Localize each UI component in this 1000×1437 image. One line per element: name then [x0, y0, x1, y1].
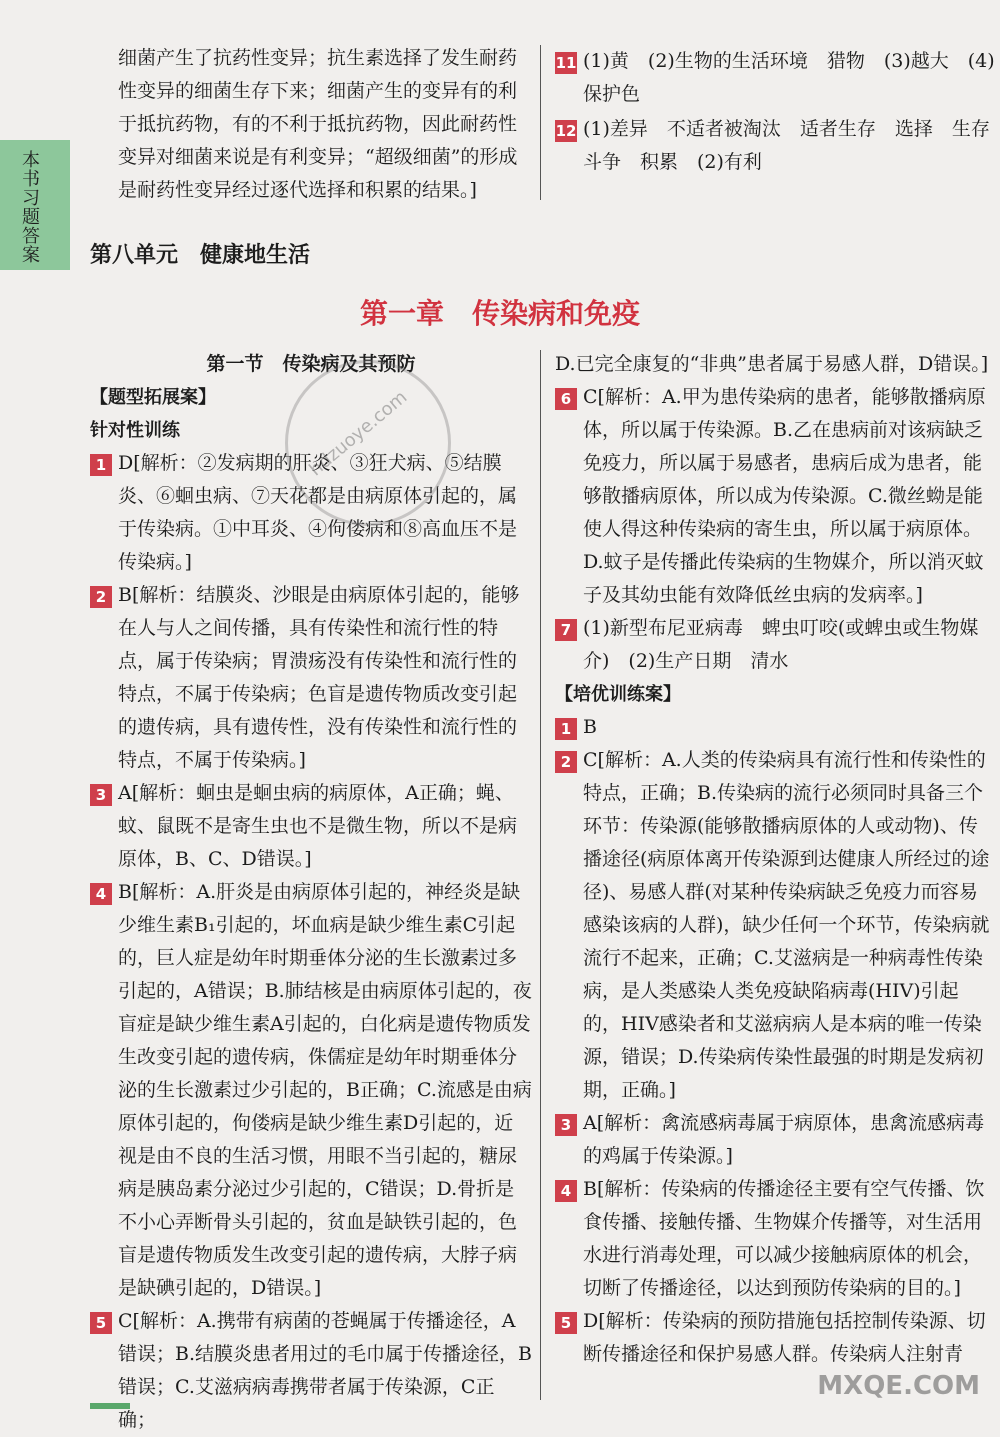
top-left-text: 细菌产生了抗药性变异；抗生素选择了发生耐药性变异的细菌生存下来；细菌产生的变异有的利于抵抗药物，有的不利于抵抗药物，因此耐药性变异对细菌来说是有利变异；“超级细菌”的形成是耐药性变异经过逐代选择和积累的结果。] [118, 47, 518, 201]
answer-text: D[解析：②发病期的肝炎、③狂犬病、⑤结膜炎、⑥蛔虫病、⑦天花都是由病原体引起的，属于传染病。①中耳炎、④佝偻病和⑧高血压不是传染病。] [118, 452, 518, 573]
answer-item [555, 45, 995, 111]
top-left-block [118, 42, 528, 207]
top-right-block [555, 45, 995, 179]
answer-item [555, 1305, 995, 1371]
question-number: 2 [90, 586, 112, 608]
answer-text: C[解析：A.甲为患传染病的患者，能够散播病原体，所以属于传染源。B.乙在患病前对该病缺乏免疫力，所以属于易感者，患病后成为患者，能够散播病原体，所以成为传染源。C.微丝蚴是能使人得这种传染病的寄生虫，所以属于病原体。D.蚊子是传播此传染病的生物媒介，所以消灭蚊子及其幼虫能有效降低丝虫病的发病率。] [583, 386, 986, 606]
left-column [90, 348, 532, 1437]
question-number: 11 [555, 54, 577, 72]
question-number: 3 [555, 1114, 577, 1136]
answer-item [90, 1305, 532, 1437]
answer-item [90, 777, 532, 876]
answer-text: A[解析：蛔虫是蛔虫病的病原体，A正确；蝇、蚊、鼠既不是寄生虫也不是微生物，所以不是病原体，B、C、D错误。] [118, 782, 518, 870]
question-number: 5 [555, 1312, 577, 1334]
answer-item [555, 612, 995, 678]
answer-item [555, 113, 995, 179]
watermark-stamp [285, 360, 451, 526]
section-heading: 【培优训练案】 [555, 684, 681, 705]
question-number: 6 [555, 388, 577, 410]
answer-text: C[解析：A.人类的传染病具有流行性和传染性的特点，正确；B.传染病的流行必须同时具备三个环节：传染源(能够散播病原体的人或动物)、传播途径(病原体离开传染源到达健康人所经过的途径)、易感人群(对某种传染病缺乏免疫力而容易感染该病的人群)，缺少任何一个环节，传染病就流行不起来，正确；C.艾滋病是一种病毒性传染病，是人类感染人类免疫缺陷病毒(HIV)引起的，HIV感染者和艾滋病病人是本病的唯一传染源，错误；D.传染病传染性最强的时期是发病初期，正确。] [583, 749, 990, 1101]
answer-item [555, 711, 995, 744]
answer-item [555, 1173, 995, 1305]
column-divider-top [540, 45, 541, 200]
answer-text: B[解析：A.肝炎是由病原体引起的，神经炎是缺少维生素B₁引起的，坏血病是缺少维生素C引起的，巨人症是幼年时期垂体分泌的生长激素过多引起的，A错误；B.肺结核是由病原体引起的，夜盲症是缺少维生素A引起的，白化病是遗传物质发生改变引起的遗传病，侏儒症是幼年时期垂体分泌的生长激素过少引起的，B正确；C.流感是由病原体引起的，佝偻病是缺少维生素D引起的，近视是由不良的生活习惯，用眼不当引起的，糖尿病是胰岛素分泌过少引起的，C错误；D.骨折是不小心弄断骨头引起的，贫血是缺铁引起的，色盲是遗传物质发生改变引起的遗传病，大脖子病是缺碘引起的，D错误。] [118, 881, 532, 1299]
answer-text: A[解析：禽流感病毒属于病原体，患禽流感病毒的鸡属于传染源。] [583, 1112, 985, 1167]
page-footer-bar [90, 1403, 130, 1409]
question-number: 1 [90, 454, 112, 476]
question-number: 4 [90, 883, 112, 905]
continuation-text: D.已完全康复的“非典”患者属于易感人群，D错误。] [555, 353, 989, 375]
answer-text: (1)新型布尼亚病毒 蜱虫叮咬(或蜱虫或生物媒介) (2)生产日期 清水 [583, 617, 979, 672]
right-column [555, 348, 995, 1371]
chapter-title: 第一章 传染病和免疫 [359, 297, 640, 330]
answer-text: B[解析：结膜炎、沙眼是由病原体引起的，能够在人与人之间传播，具有传染性和流行性的特点，属于传染病；胃溃疡没有传染性和流行性的特点，不属于传染病；色盲是遗传物质改变引起的遗传病，具有遗传性，没有传染性和流行性的特点，不属于传染病。] [118, 584, 520, 771]
column-divider-main [540, 350, 541, 1400]
question-number: 4 [555, 1180, 577, 1202]
side-tab [0, 140, 70, 270]
answer-text: D[解析：传染病的预防措施包括控制传染源、切断传播途径和保护易感人群。传染病人注射青 [583, 1310, 986, 1365]
question-number: 2 [555, 751, 577, 773]
watermark-text: hdzuoye.com [305, 386, 412, 481]
answer-item [555, 1107, 995, 1173]
unit-title: 第八单元 健康地生活 [90, 243, 311, 268]
answer-item [555, 744, 995, 1107]
answer-item [90, 579, 532, 777]
answer-text: (1)黄 (2)生物的生活环境 猎物 (3)越大 (4)保护色 [583, 50, 995, 105]
question-number: 7 [555, 619, 577, 641]
question-number: 12 [555, 122, 577, 140]
section-title: 第一节 传染病及其预防 [206, 353, 416, 375]
answer-text: C[解析：A.携带有病菌的苍蝇属于传播途径，A错误；B.结膜炎患者用过的毛巾属于传播途径，B错误；C.艾滋病病毒携带者属于传染源，C正确； [118, 1310, 532, 1431]
answer-text: (1)差异 不适者被淘汰 适者生存 选择 生存斗争 积累 (2)有利 [583, 118, 990, 173]
answer-text: B [583, 716, 597, 738]
question-number: 1 [555, 718, 577, 740]
side-tab-label: 本书习题答案 [19, 150, 40, 264]
answer-text: B[解析：传染病的传播途径主要有空气传播、饮食传播、接触传播、生物媒介传播等，对生活用水进行消毒处理，可以减少接触病原体的机会，切断了传播途径，以达到预防传染病的目的。] [583, 1178, 985, 1299]
subsection-heading: 针对性训练 [90, 420, 180, 441]
section-heading: 【题型拓展案】 [90, 387, 216, 408]
question-number: 3 [90, 784, 112, 806]
question-number: 5 [90, 1312, 112, 1334]
answer-item [90, 876, 532, 1305]
answer-item [555, 381, 995, 612]
bottom-watermark: MXQE.COM [817, 1371, 980, 1401]
